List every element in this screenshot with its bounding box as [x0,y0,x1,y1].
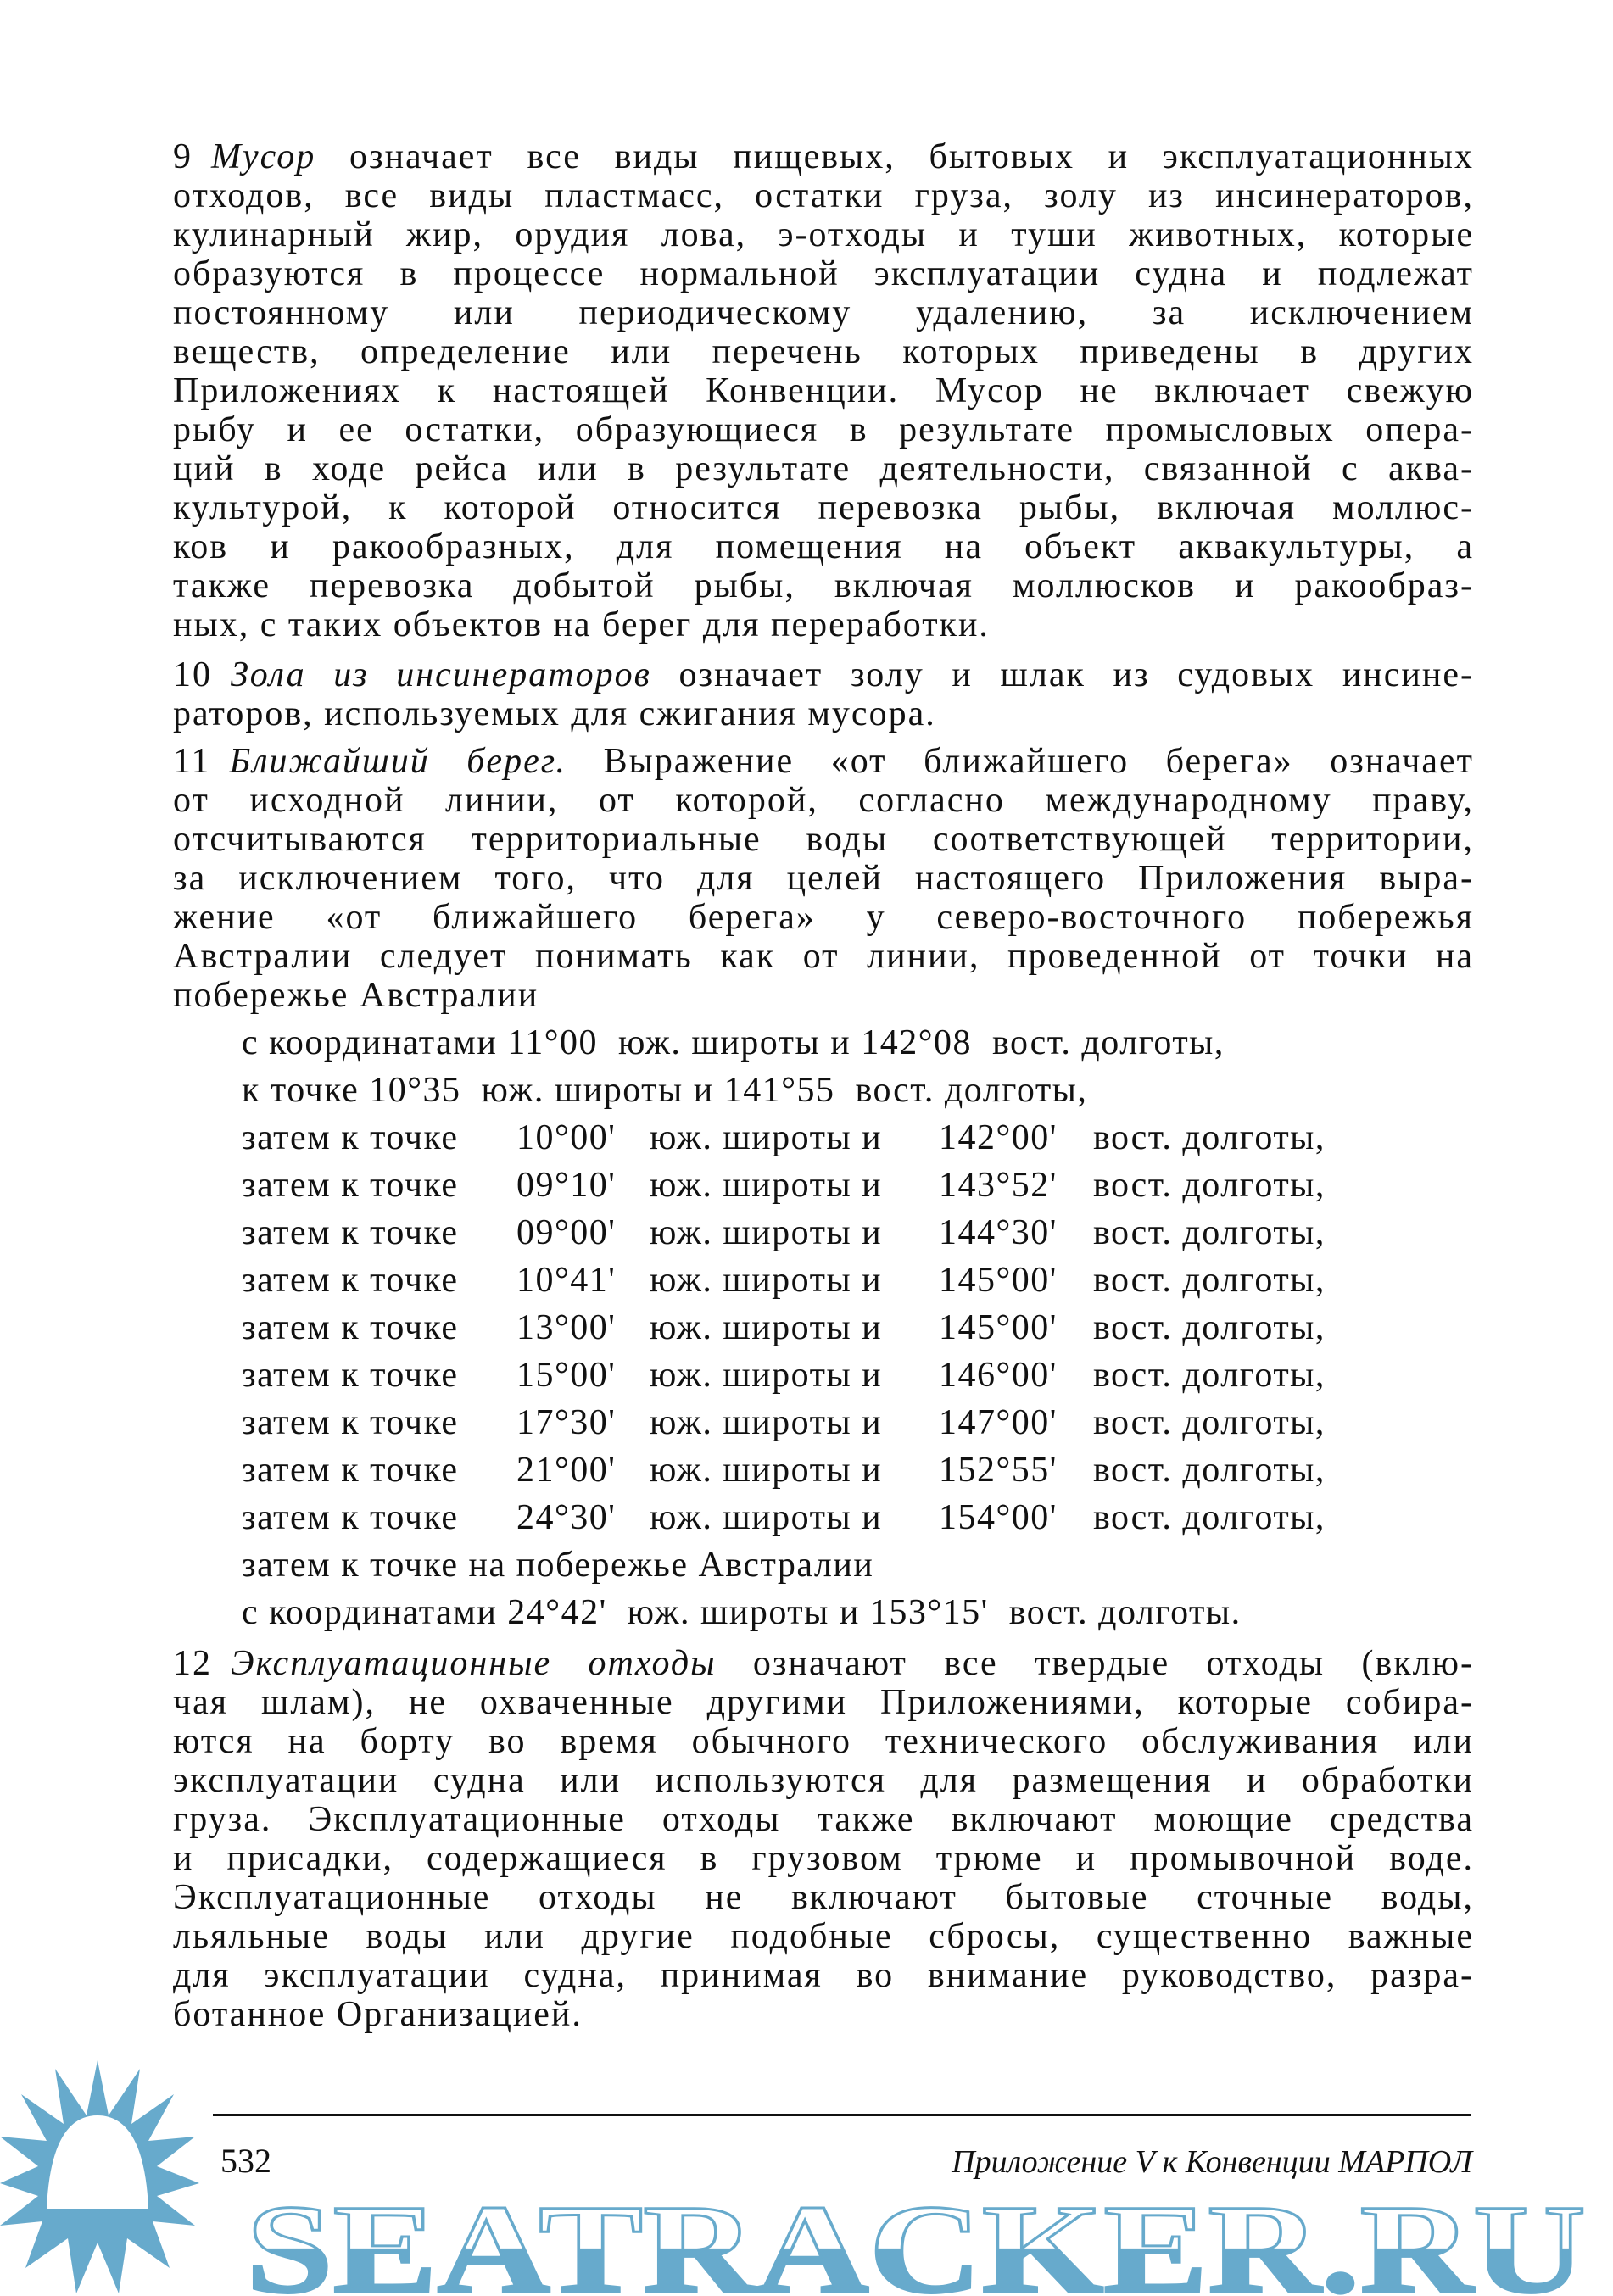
paragraph-text: означает все виды пищевых, бытовых и эксплуатационных [315,137,1474,176]
longitude-value: 154°00' [939,1498,1058,1537]
coord-suffix: вост. долготы, [1093,1118,1326,1157]
paragraph-line: и присадки, содержащиеся в грузовом трюме и промывочной воде. [173,1839,1474,1878]
latitude-value: 21°00' [516,1451,617,1490]
paragraph-line: ций в ходе рейса или в результате деятельности, связанной с аква- [173,449,1474,488]
paragraph-line: эксплуатации судна или используются для размещения и обработки [173,1761,1474,1800]
paragraph-line: Австралии следует понимать как от линии, проведенной от точки на [173,937,1474,976]
coord-text: к точке 10°35 юж. широты и 141°55 вост. долготы, [242,1071,1088,1110]
paragraph-line: веществ, определение или перечень которых приведены в других [173,332,1474,371]
longitude-value: 152°55' [939,1451,1058,1490]
coord-suffix: вост. долготы, [1093,1403,1326,1442]
coord-line-second [242,1067,1480,1114]
coord-row [242,1257,1480,1304]
coord-line-first [242,1019,1480,1067]
paragraph-number: 10 [173,655,212,694]
paragraph-line: ются на борту во время обычного технического обслуживания или [173,1722,1474,1761]
paragraph-line: образуются в процессе нормальной эксплуатации судна и подлежат [173,254,1474,293]
coord-mid: юж. широты и [650,1356,883,1395]
paragraph-9 [173,137,1474,644]
latitude-value: 09°10' [516,1166,617,1205]
paragraph-number: 12 [173,1644,212,1683]
coord-suffix: вост. долготы, [1093,1451,1326,1490]
coord-suffix: вост. долготы, [1093,1166,1326,1205]
paragraph-line: чая шлам), не охваченные другими Приложениями, которые собира- [173,1683,1474,1722]
coord-row [242,1114,1480,1162]
watermark-text: SEATRACKER.RU [246,2179,1586,2296]
latitude-value: 24°30' [516,1498,617,1537]
coord-text: с координатами 24°42' юж. широты и 153°15' вост. долготы. [242,1593,1242,1632]
paragraph-line: ков и ракообразных, для помещения на объект аквакультуры, а [173,527,1474,566]
longitude-value: 144°30' [939,1213,1058,1252]
paragraph-number: 11 [173,742,211,781]
coord-line-last [242,1589,1480,1636]
coord-mid: юж. широты и [650,1213,883,1252]
coord-mid: юж. широты и [650,1261,883,1300]
coord-prefix: затем к точке [242,1308,459,1347]
paragraph-text: Выражение «от ближайшего берега» означает [567,742,1474,781]
defined-term: Ближайший берег. [229,742,567,781]
coord-mid: юж. широты и [650,1308,883,1347]
coord-suffix: вост. долготы, [1093,1213,1326,1252]
paragraph-line: отсчитываются территориальные воды соответствующей территории, [173,820,1474,859]
coord-line-penultimate [242,1541,1480,1589]
paragraph-line: отходов, все виды пластмасс, остатки груза, золу из инсинераторов, [173,176,1474,215]
defined-term: Мусор [211,137,316,176]
latitude-value: 15°00' [516,1356,617,1395]
coord-suffix: вост. долготы, [1093,1498,1326,1537]
sun-icon [0,2060,199,2293]
paragraph-text: означают все твердые отходы (вклю- [716,1644,1474,1683]
coord-prefix: затем к точке [242,1213,459,1252]
paragraph-line [173,137,1474,176]
defined-term: Зола из инсинераторов [231,655,651,694]
paragraph-line: ботанное Организацией. [173,1995,583,2034]
coord-mid: юж. широты и [650,1166,883,1205]
paragraph-line: ных, с таких объектов на берег для переработки. [173,605,990,644]
coord-text: с координатами 11°00 юж. широты и 142°08 вост. долготы, [242,1023,1225,1062]
coord-prefix: затем к точке [242,1261,459,1300]
coordinates-list [242,1019,1480,1636]
paragraph-line: побережье Австралии [173,976,539,1015]
longitude-value: 142°00' [939,1118,1058,1157]
coord-prefix: затем к точке [242,1166,459,1205]
paragraph-line [173,1644,1474,1683]
latitude-value: 17°30' [516,1403,617,1442]
longitude-value: 146°00' [939,1356,1058,1395]
latitude-value: 13°00' [516,1308,617,1347]
paragraph-line: груза. Эксплуатационные отходы также включают моющие средства [173,1800,1474,1839]
paragraph-line: Эксплуатационные отходы не включают бытовые сточные воды, [173,1878,1474,1917]
coord-row [242,1209,1480,1257]
coord-row [242,1399,1480,1446]
paragraph-line: от исходной линии, от которой, согласно международному праву, [173,781,1474,820]
paragraph-line: кулинарный жир, орудия лова, э-отходы и туши животных, которые [173,215,1474,254]
coord-row [242,1446,1480,1494]
coord-text: затем к точке на побережье Австралии [242,1546,874,1585]
latitude-value: 10°00' [516,1118,617,1157]
coord-suffix: вост. долготы, [1093,1261,1326,1300]
paragraph-text: означает золу и шлак из судовых инсине- [650,655,1474,694]
coord-mid: юж. широты и [650,1118,883,1157]
coord-row [242,1304,1480,1351]
coord-suffix: вост. долготы, [1093,1308,1326,1347]
latitude-value: 09°00' [516,1213,617,1252]
longitude-value: 145°00' [939,1308,1058,1347]
coord-rows [242,1114,1480,1541]
page-number: 532 [220,2142,271,2180]
coord-prefix: затем к точке [242,1356,459,1395]
longitude-value: 147°00' [939,1403,1058,1442]
paragraph-line: раторов, используемых для сжигания мусора. [173,694,936,733]
paragraph-10 [173,655,1474,733]
paragraph-line: также перевозка добытой рыбы, включая моллюсков и ракообраз- [173,566,1474,605]
coord-mid: юж. широты и [650,1451,883,1490]
coord-prefix: затем к точке [242,1498,459,1537]
paragraph-12 [173,1644,1474,2034]
latitude-value: 10°41' [516,1261,617,1300]
coord-mid: юж. широты и [650,1403,883,1442]
coord-mid: юж. широты и [650,1498,883,1537]
paragraph-11 [173,742,1474,1015]
running-footer-title: Приложение V к Конвенции МАРПОЛ [952,2144,1472,2180]
coord-prefix: затем к точке [242,1118,459,1157]
paragraph-line: жение «от ближайшего берега» у северо-восточного побережья [173,898,1474,937]
paragraph-line: льяльные воды или другие подобные сбросы, существенно важные [173,1917,1474,1956]
coord-suffix: вост. долготы, [1093,1356,1326,1395]
coord-prefix: затем к точке [242,1451,459,1490]
paragraph-line [173,742,1474,781]
defined-term: Эксплуатационные отходы [231,1644,717,1683]
coord-row [242,1162,1480,1209]
paragraph-line: Приложениях к настоящей Конвенции. Мусор не включает свежую [173,371,1474,410]
paragraph-line [173,655,1474,694]
footer-rule [213,2114,1471,2116]
longitude-value: 145°00' [939,1261,1058,1300]
paragraph-line: постоянному или периодическому удалению, за исключением [173,293,1474,332]
paragraph-line: за исключением того, что для целей настоящего Приложения выра- [173,859,1474,898]
coord-prefix: затем к точке [242,1403,459,1442]
paragraph-line: культурой, к которой относится перевозка рыбы, включая моллюс- [173,488,1474,527]
paragraph-number: 9 [173,137,193,176]
longitude-value: 143°52' [939,1166,1058,1205]
coord-row [242,1494,1480,1541]
paragraph-line: для эксплуатации судна, принимая во внимание руководство, разра- [173,1956,1474,1995]
coord-row [242,1351,1480,1399]
paragraph-line: рыбу и ее остатки, образующиеся в результате промысловых опера- [173,410,1474,449]
